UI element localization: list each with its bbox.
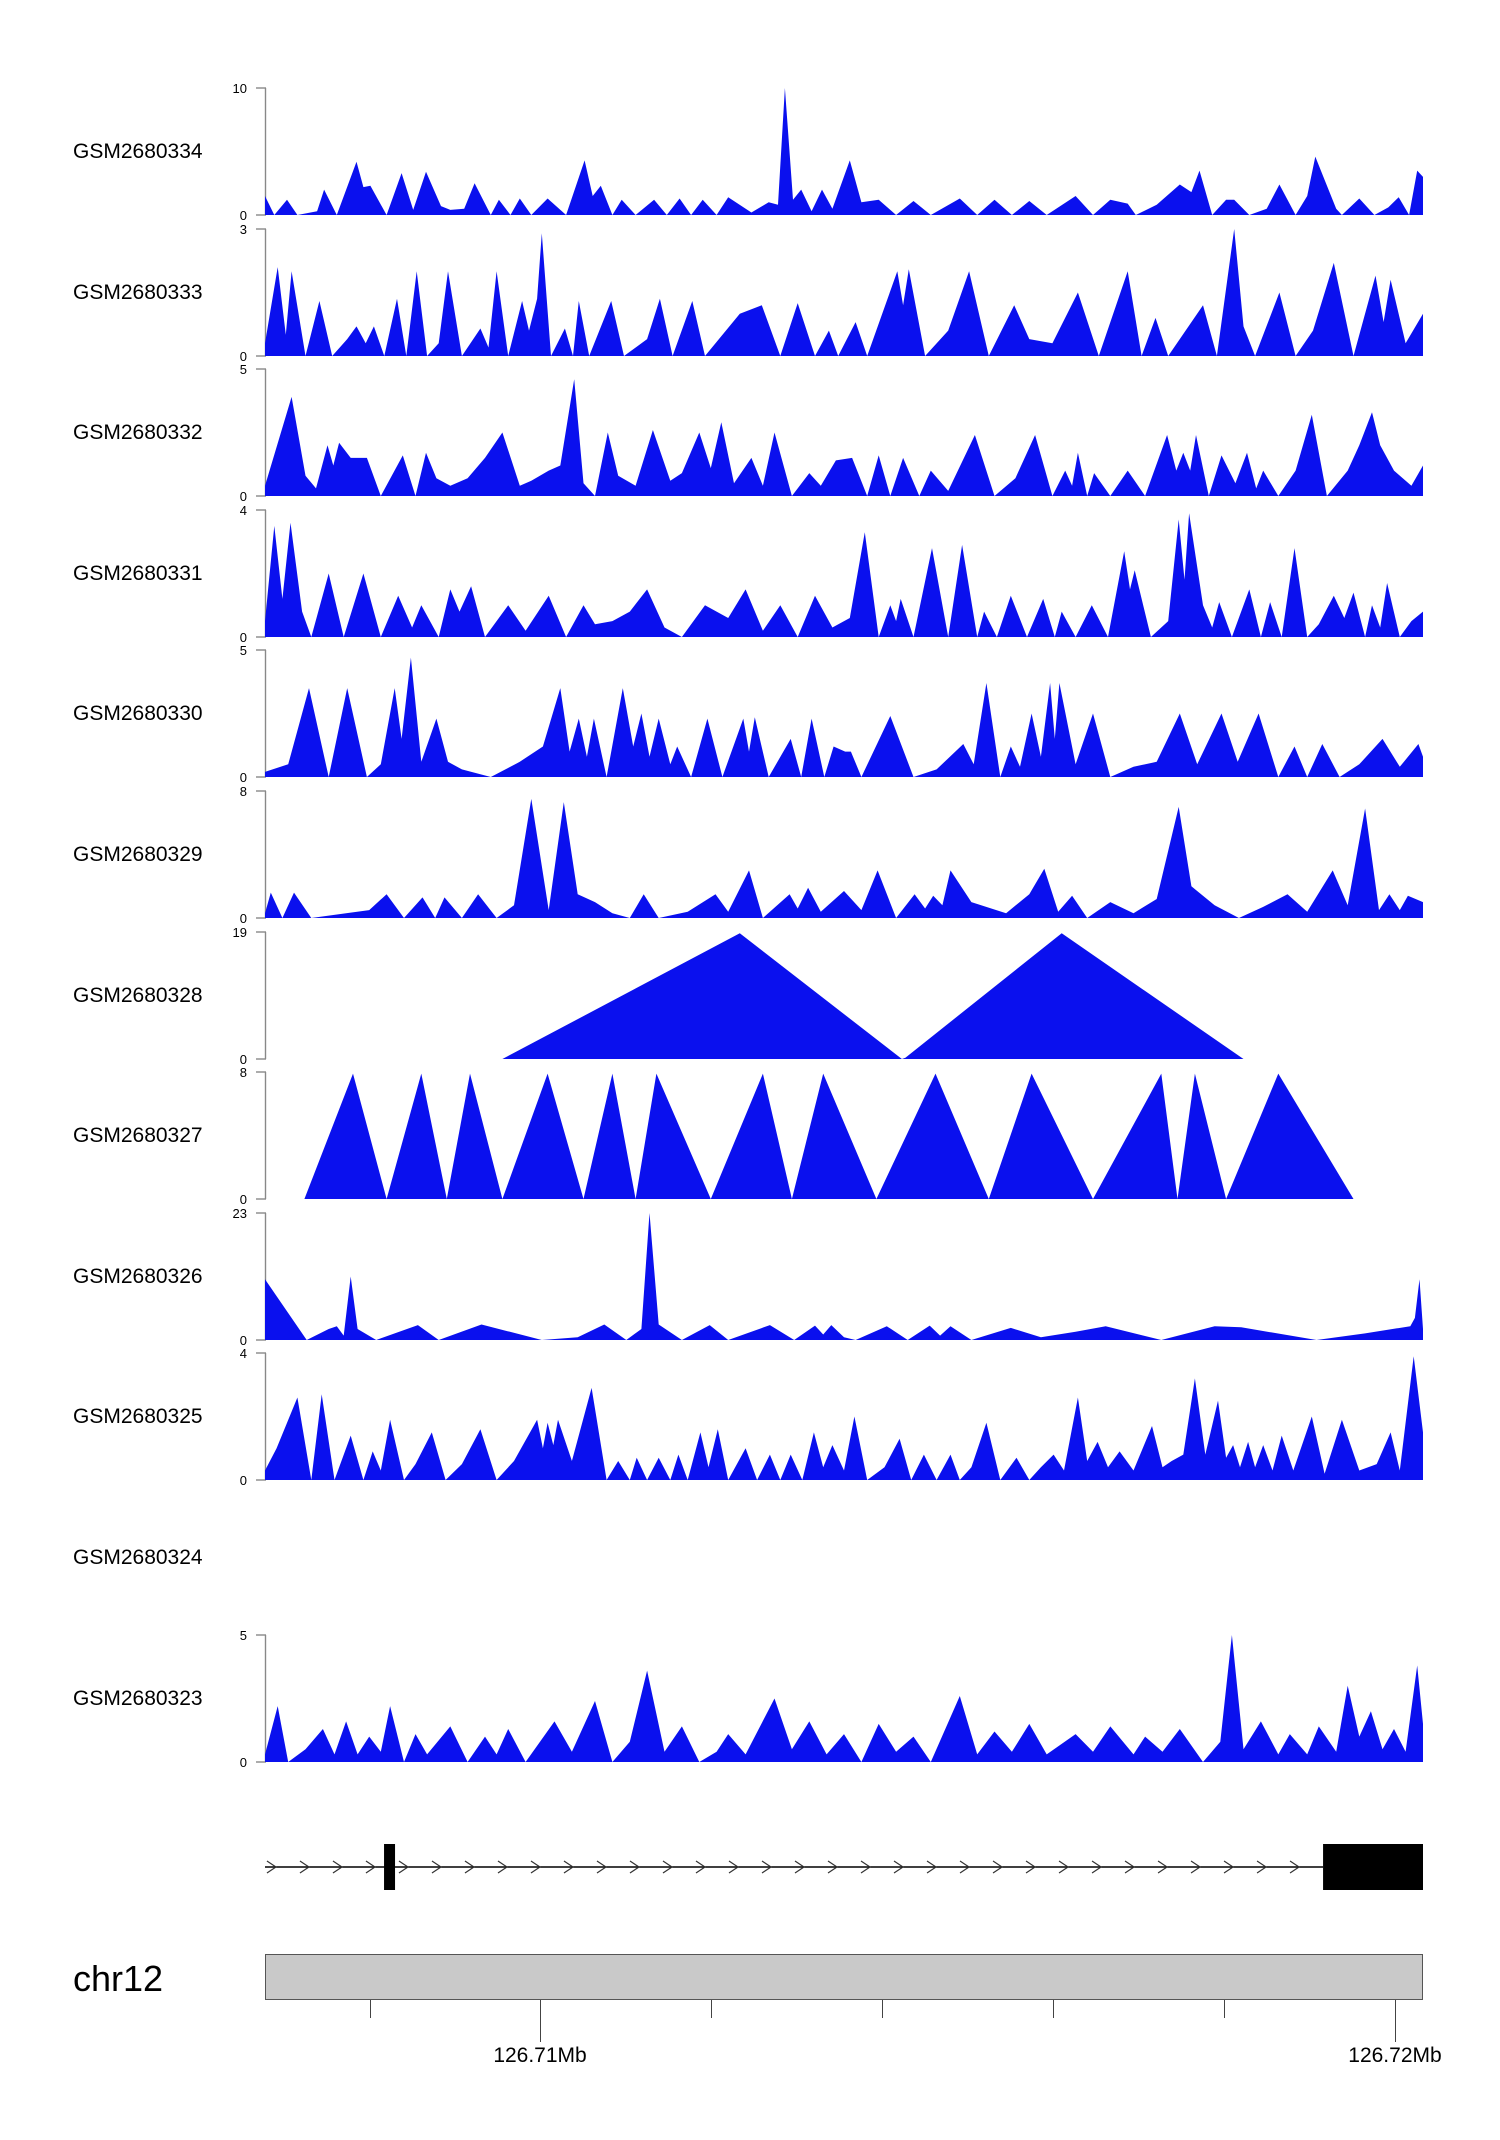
ruler-minor-tick: [1053, 2000, 1054, 2018]
exon-box: [1323, 1844, 1423, 1890]
track-ymax-label: 4: [239, 1346, 247, 1361]
coverage-signal: [265, 650, 1423, 777]
track-ymin-label: 0: [239, 1052, 247, 1067]
coverage-signal: [265, 88, 1423, 215]
coverage-signal: [265, 229, 1423, 356]
ruler-coordinate-label: 126.71Mb: [493, 2044, 587, 2067]
track-label: GSM2680326: [73, 1264, 203, 1288]
coverage-signal: [265, 1072, 1423, 1199]
track-ymin-label: 0: [239, 630, 247, 645]
track-ymin-label: 0: [239, 489, 247, 504]
coverage-signal: [265, 1635, 1423, 1762]
track-label: GSM2680330: [73, 701, 203, 725]
track-ymax-label: 19: [232, 925, 247, 940]
track-label: GSM2680327: [73, 1123, 203, 1147]
track-label: GSM2680325: [73, 1404, 203, 1428]
track-ymin-label: 0: [239, 1333, 247, 1348]
track-ymin-label: 0: [239, 770, 247, 785]
chromosome-ideogram-bar: [265, 1954, 1423, 2000]
track-ymin-label: 0: [239, 911, 247, 926]
track-ymin-label: 0: [239, 1755, 247, 1770]
track-ymax-label: 4: [239, 503, 247, 518]
coverage-signal: [265, 932, 1423, 1059]
ruler-major-tick: [540, 2000, 541, 2042]
track-label: GSM2680324: [73, 1545, 203, 1569]
track-ymax-label: 8: [239, 784, 247, 799]
gene-model-track: [265, 1830, 1427, 1910]
track-ymin-label: 0: [239, 1192, 247, 1207]
coverage-signal: [265, 1213, 1423, 1340]
track-ymax-label: 10: [232, 81, 247, 96]
ruler-coordinate-label: 126.72Mb: [1348, 2044, 1442, 2067]
track-ymin-label: 0: [239, 208, 247, 223]
ruler-major-tick: [1395, 2000, 1396, 2042]
track-ymax-label: 8: [239, 1065, 247, 1080]
coverage-signal: [265, 1353, 1423, 1480]
chromosome-label: chr12: [73, 1958, 164, 1999]
track-ymax-label: 5: [239, 643, 247, 658]
track-ymax-label: 5: [239, 1628, 247, 1643]
track-label: GSM2680333: [73, 280, 203, 304]
ruler-minor-tick: [1224, 2000, 1225, 2018]
track-label: GSM2680334: [73, 139, 203, 163]
track-label: GSM2680331: [73, 561, 203, 585]
ruler-minor-tick: [370, 2000, 371, 2018]
track-label: GSM2680332: [73, 420, 203, 444]
coverage-signal: [265, 369, 1423, 496]
ruler-minor-tick: [711, 2000, 712, 2018]
track-label: GSM2680323: [73, 1686, 203, 1710]
ruler-minor-tick: [882, 2000, 883, 2018]
track-ymin-label: 0: [239, 1473, 247, 1488]
track-ymax-label: 3: [239, 222, 247, 237]
coverage-signal: [265, 791, 1423, 918]
coverage-signal: [265, 510, 1423, 637]
track-ymax-label: 5: [239, 362, 247, 377]
track-label: GSM2680329: [73, 842, 203, 866]
exon-box: [384, 1844, 395, 1890]
track-ymin-label: 0: [239, 349, 247, 364]
track-ymax-label: 23: [232, 1206, 247, 1221]
track-label: GSM2680328: [73, 983, 203, 1007]
